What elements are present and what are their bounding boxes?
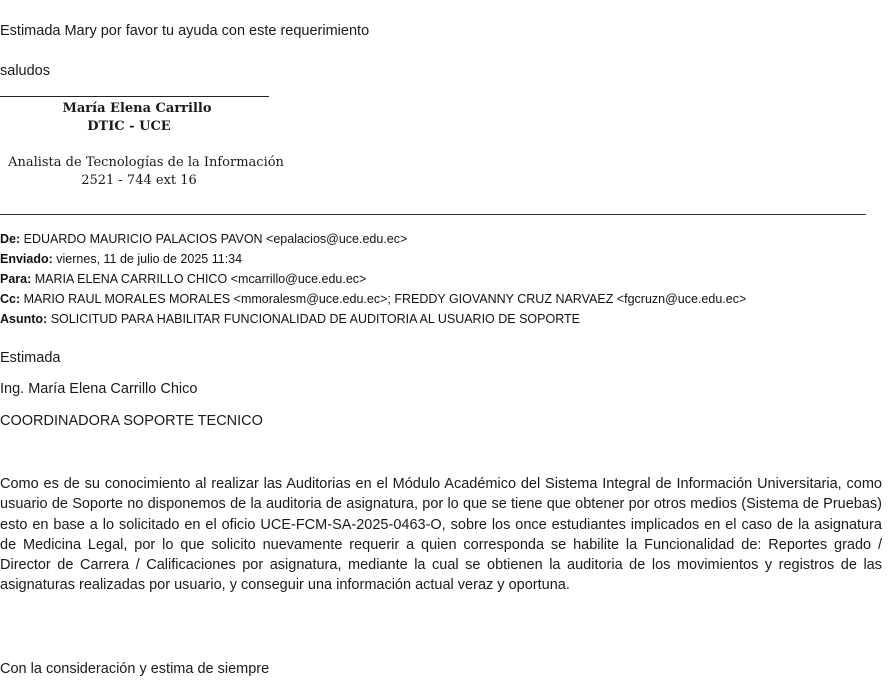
header-cc-value[interactable]: MARIO RAUL MORALES MORALES <mmoralesm@uce.edu.ec>; FREDDY GIOVANNY CRUZ NARVAEZ <fgcruzn@uce.edu.ec> (23, 292, 747, 306)
header-cc-label: Cc: (0, 292, 21, 306)
reply-closing: saludos (0, 63, 50, 79)
header-divider (0, 214, 866, 215)
signature-department: DTIC - UCE (87, 119, 171, 134)
header-from-value[interactable]: EDUARDO MAURICIO PALACIOS PAVON <epalacios@uce.edu.ec> (23, 232, 408, 246)
header-to (0, 271, 366, 287)
header-cc (0, 291, 746, 307)
header-subject (0, 311, 580, 327)
header-from-label: De: (0, 232, 21, 246)
header-sent-value: viernes, 11 de julio de 2025 11:34 (56, 252, 243, 266)
signature-name: María Elena Carrillo (62, 101, 212, 116)
message-closing: Con la consideración y estima de siempre (0, 661, 270, 677)
header-subject-value: SOLICITUD PARA HABILITAR FUNCIONALIDAD DE AUDITORIA AL USUARIO DE SOPORTE (50, 312, 580, 326)
header-to-value[interactable]: MARIA ELENA CARRILLO CHICO <mcarrillo@uce.edu.ec> (34, 272, 367, 286)
message-salutation: Estimada (0, 350, 61, 366)
message-recipient-title: COORDINADORA SOPORTE TECNICO (0, 413, 263, 429)
signature-divider (0, 96, 269, 97)
header-sent (0, 251, 242, 267)
header-subject-label: Asunto: (0, 312, 48, 326)
message-recipient-name: Ing. María Elena Carrillo Chico (0, 381, 198, 397)
message-paragraph: Como es de su conocimiento al realizar las Auditorias en el Módulo Académico del Sistema Integral de Información Universitaria, como usuario de Soporte no disponemos de la auditoria de asignatura, por lo que se tiene que obtener por otros medios (Sistema de Pruebas) esto en base a lo solicitado en el oficio UCE-FCM-SA-2025-0463-O, sobre los once estudiantes implicados en el caso de la asignatura de Medicina Legal, por lo que solicito nuevamente requerir a quien corresponda se habilite la Funcionalidad de: Reportes grado / Director de Carrera / Calificaciones por asignatura, mediante la cual se obtienen la auditoria de los movimientos y registros de las asignaturas realizadas por usuario, y conseguir una información actual veraz y oportuna. (0, 476, 882, 594)
header-from (0, 231, 407, 247)
header-sent-label: Enviado: (0, 252, 53, 266)
header-to-label: Para: (0, 272, 32, 286)
signature-phone: 2521 - 744 ext 16 (81, 173, 197, 188)
reply-greeting: Estimada Mary por favor tu ayuda con este requerimiento (0, 23, 370, 39)
signature-role: Analista de Tecnologías de la Información (8, 155, 284, 170)
